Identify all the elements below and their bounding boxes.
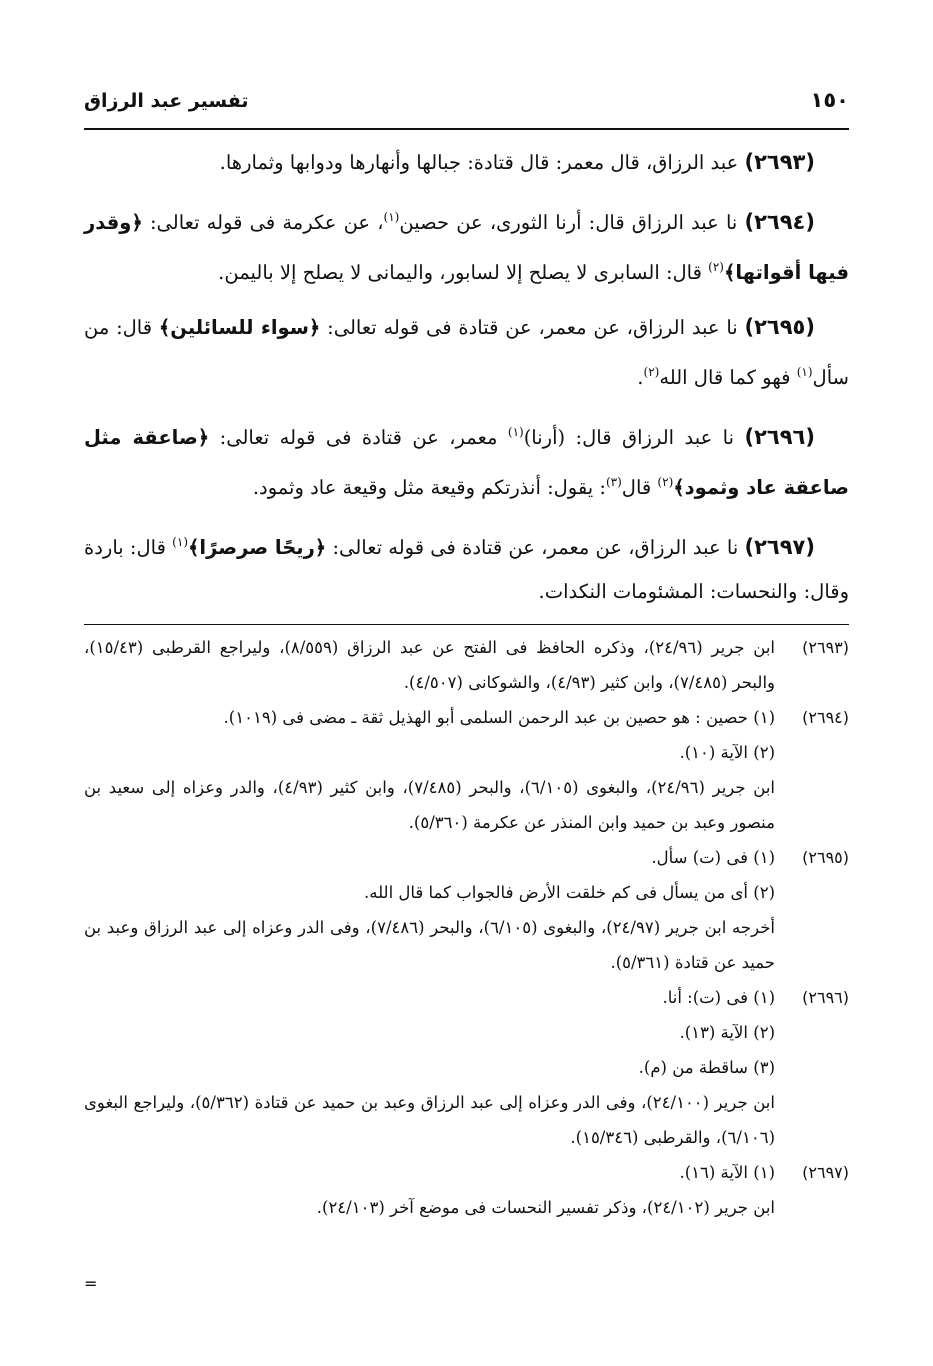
- entry-text: : يقول: أنذرتكم وقيعة مثل وقيعة عاد وثمود.: [252, 476, 606, 499]
- footnote-line: (٢) أى من يسأل فى كم خلقت الأرض فالجواب كما قال الله.: [364, 883, 775, 902]
- quran-quote: ﴿وقدر فيها أقواتها﴾: [84, 211, 849, 284]
- footnote-line: (١) حصين : هو حصين بن عبد الرحمن السلمى أبو الهذيل ثقة ـ مضى فى (١٠١٩).: [223, 708, 775, 727]
- footnote-entry-id: (٢٦٩٧): [802, 1163, 849, 1182]
- footnote-line: ابن جرير (٢٤/٩٦)، والبغوى (٦/١٠٥)، والبحر (٧/٤٨٥)، وابن كثير (٤/٩٣)، والدر وعزاه إلى سعيد بن منصور وعبد بن حميد وابن المنذر عن عكرمة (٥/٣٦٠).: [84, 778, 775, 832]
- footnote-block-2693: [84, 630, 849, 700]
- footnote-line: (٢) الآية (١٠).: [679, 743, 775, 762]
- entry-2697: [84, 520, 849, 614]
- footnote-line: (٢) الآية (١٣).: [679, 1023, 775, 1042]
- quran-quote: ﴿ريحًا صرصرًا﴾: [188, 536, 327, 559]
- footnote-line: (١) الآية (١٦).: [679, 1163, 775, 1182]
- footnote-line: ابن جرير (٢٤/٩٦)، وذكره الحافظ فى الفتح عن عبد الرزاق (٨/٥٥٩)، وليراجع القرطبى (١٥/٤٣)، والبحر (٧/٤٨٥)، وابن كثير (٤/٩٣)، والشوكانى (٤/٥٠٧).: [84, 638, 776, 692]
- footnote-line: (١) فى (ت) سأل.: [651, 848, 775, 867]
- quran-quote: ﴿سواء للسائلين﴾: [158, 316, 321, 339]
- footnote-line: (٣) ساقطة من (م).: [638, 1058, 775, 1077]
- footnote-entry-id: (٢٦٩٥): [802, 848, 849, 867]
- footnote-marker: (٢): [643, 365, 660, 379]
- footnote-block-2697: [84, 1155, 849, 1225]
- footnote-entry-id: (٢٦٩٦): [802, 988, 849, 1007]
- footnote-marker: (١): [383, 210, 400, 224]
- entry-text: قال: باردة وقال: والنحسات: المشئومات النكدات.: [84, 536, 849, 603]
- entry-text: قال: من سأل: [84, 316, 849, 389]
- footnote-entry-id: (٢٦٩٤): [802, 708, 849, 727]
- footnote-entry-id: (٢٦٩٣): [802, 638, 849, 657]
- page-number: ١٥٠: [810, 88, 849, 112]
- footnotes: [84, 630, 849, 1225]
- entry-text: نا عبد الرزاق قال: أرنا الثورى، عن حصين: [399, 211, 745, 234]
- entry-text: نا عبد الرزاق، عن معمر، عن قتادة فى قوله تعالى:: [326, 536, 745, 559]
- running-title: تفسير عبد الرزاق: [84, 90, 249, 112]
- main-text: [84, 140, 849, 624]
- footnote-marker: (١): [507, 425, 524, 439]
- footnote-marker: (١): [172, 535, 188, 549]
- footnote-block-2696: [84, 980, 849, 1155]
- footnote-line: ابن جرير (٢٤/١٠٠)، وفى الدر وعزاه إلى عبد الرزاق وعبد بن حميد عن قتادة (٥/٣٦٢)، وليراجع البغوى (٦/١٠٦)، والقرطبى (١٥/٣٤٦).: [84, 1093, 775, 1147]
- entry-number: (٢٦٩٣): [744, 150, 815, 174]
- entry-number: (٢٦٩٥): [744, 315, 815, 339]
- quran-quote: ﴿صاعقة مثل صاعقة عاد وثمود﴾: [84, 426, 849, 499]
- footnote-marker: (٣): [605, 475, 622, 489]
- entry-text: .: [637, 366, 644, 389]
- entry-text: ، عن عكرمة فى قوله تعالى:: [142, 211, 384, 234]
- entry-text: نا عبد الرزاق قال: (أرنا): [523, 426, 745, 449]
- entry-number: (٢٦٩٧): [744, 535, 815, 559]
- continuation-mark: =: [84, 1274, 98, 1293]
- entry-number: (٢٦٩٤): [744, 210, 815, 234]
- entry-text: عبد الرزاق، قال معمر: قال قتادة: جبالها وأنهارها ودوابها وثمارها.: [219, 151, 745, 174]
- footnote-marker: (١): [796, 365, 813, 379]
- entry-text: قال: السابرى لا يصلح إلا لسابور، واليمانى لا يصلح إلا باليمن.: [218, 261, 709, 284]
- entry-text: معمر، عن قتادة فى قوله تعالى:: [209, 426, 508, 449]
- entry-2696: [84, 410, 849, 510]
- footnote-marker: (٢): [708, 260, 724, 274]
- footnote-line: أخرجه ابن جرير (٢٤/٩٧)، والبغوى (٦/١٠٥)، والبحر (٧/٤٨٦)، وفى الدر وعزاه إلى عبد الرزاق وعبد بن حميد عن قتادة (٥/٣٦١).: [84, 918, 775, 972]
- page-header: [84, 88, 849, 130]
- entry-2695: [84, 305, 849, 400]
- footnote-marker: (٢): [657, 475, 674, 489]
- entry-number: (٢٦٩٦): [744, 425, 815, 449]
- entry-2693: [84, 140, 849, 185]
- entry-text: فهو كما قال الله: [659, 366, 797, 389]
- footnote-block-2695: [84, 840, 849, 980]
- footnote-line: ابن جرير (٢٤/١٠٢)، وذكر تفسير النحسات فى موضع آخر (٢٤/١٠٣).: [316, 1198, 775, 1217]
- entry-text: نا عبد الرزاق، عن معمر، عن قتادة فى قوله تعالى:: [320, 316, 745, 339]
- footnote-divider: [84, 624, 849, 625]
- footnote-line: (١) فى (ت): أنا.: [662, 988, 775, 1007]
- footnote-block-2694: [84, 700, 849, 840]
- entry-2694: [84, 195, 849, 295]
- entry-text: قال: [621, 476, 658, 499]
